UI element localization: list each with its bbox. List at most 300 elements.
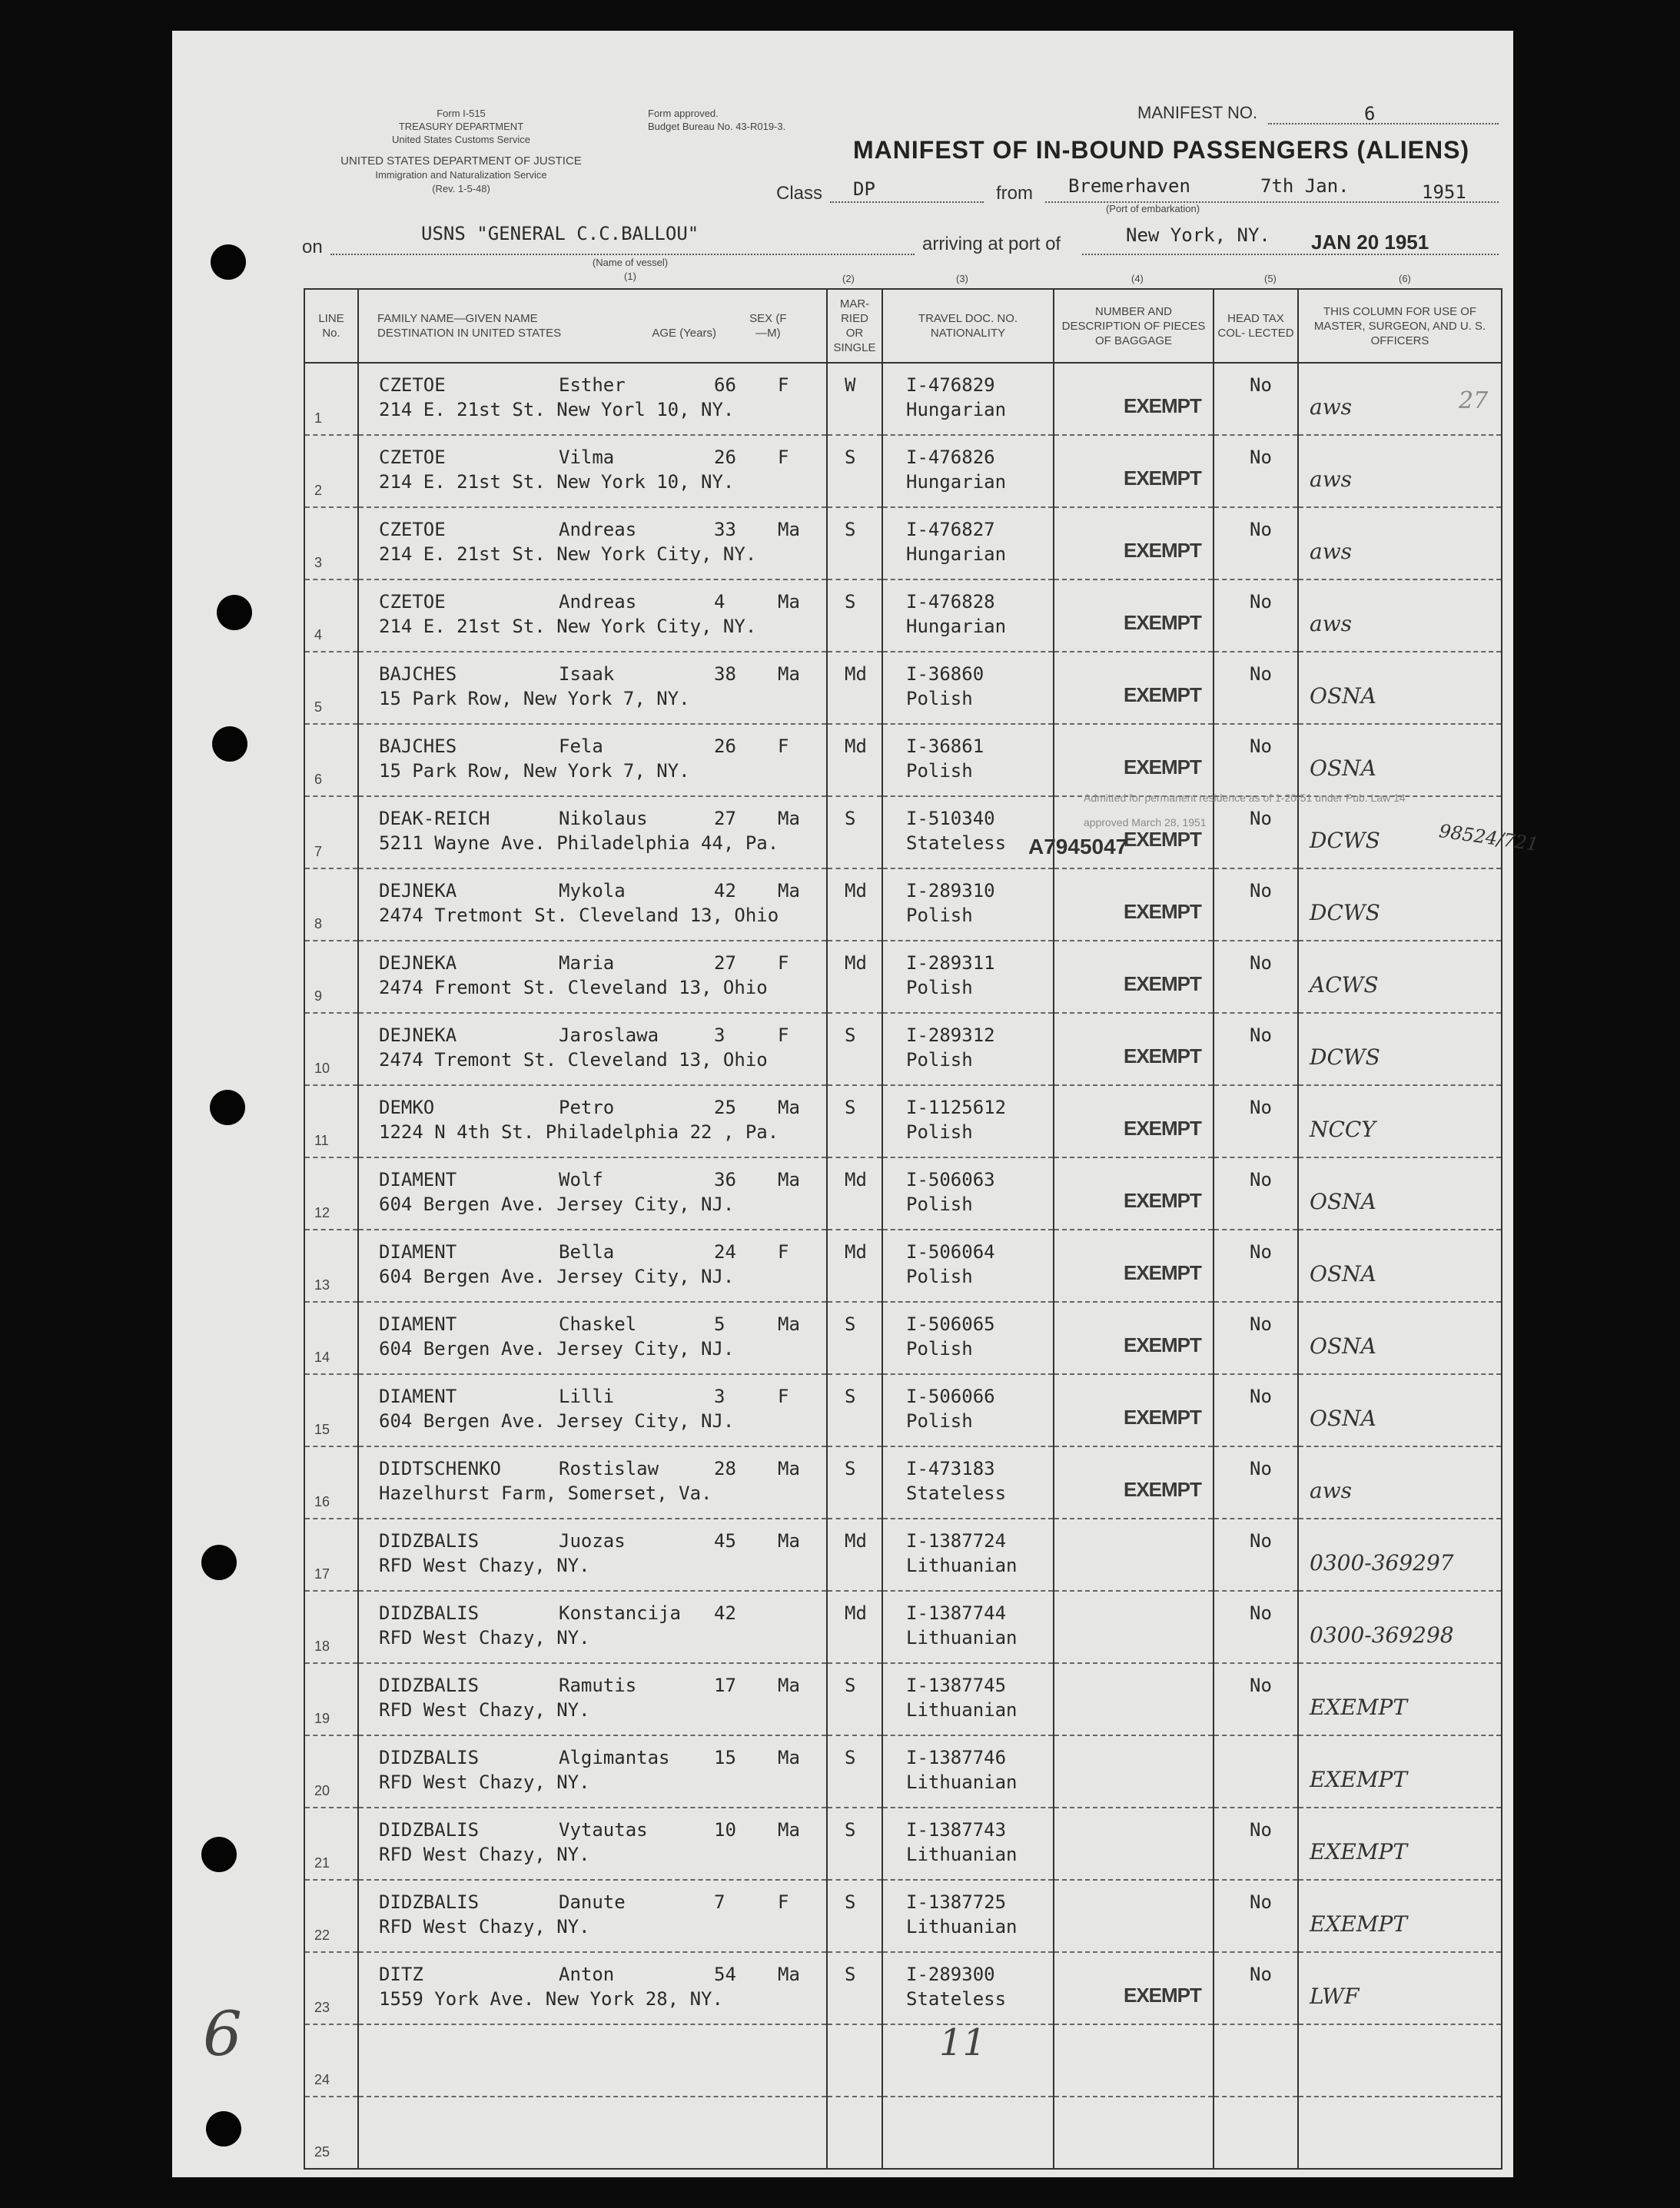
tax-cell xyxy=(1214,1157,1298,1230)
baggage-cell xyxy=(1054,1952,1214,2024)
age-value: 3 xyxy=(714,1386,725,1407)
table-row xyxy=(304,435,1502,507)
line-number: 3 xyxy=(314,555,323,570)
age-value: 38 xyxy=(714,663,736,685)
baggage-cell xyxy=(1054,1013,1214,1085)
from-label: from xyxy=(996,183,1033,204)
line-cell xyxy=(304,1013,358,1085)
married-value: S xyxy=(845,1386,856,1407)
age-value: 66 xyxy=(714,374,736,396)
travel-doc-no: I-1387746 xyxy=(906,1747,1007,1768)
destination: RFD West Chazy, NY. xyxy=(379,1916,590,1937)
travel-doc-no: I-506065 xyxy=(906,1313,995,1335)
officer-remark: 0300-369297 xyxy=(1310,1550,1454,1575)
married-cell xyxy=(827,1230,882,1302)
tax-cell xyxy=(1214,1591,1298,1663)
destination: 604 Bergen Ave. Jersey City, NJ. xyxy=(379,1338,735,1360)
nationality: Polish xyxy=(906,905,973,926)
sex-value: Ma xyxy=(778,1819,800,1841)
punch-hole xyxy=(211,244,246,280)
age-value: 36 xyxy=(714,1169,736,1190)
doc-cell xyxy=(882,1230,1054,1302)
destination: 1224 N 4th St. Philadelphia 22 , Pa. xyxy=(379,1121,779,1143)
doc-cell xyxy=(882,1519,1054,1591)
budget-bureau: Budget Bureau No. 43-R019-3. xyxy=(648,121,786,132)
nationality: Hungarian xyxy=(906,471,1007,493)
tax-cell xyxy=(1214,363,1298,435)
baggage-stamp: EXEMPT xyxy=(1124,1117,1201,1140)
officer-remark: OSNA xyxy=(1310,1261,1376,1287)
on-label: on xyxy=(302,237,323,257)
officer-cell xyxy=(1298,435,1502,507)
name-cell xyxy=(358,1808,827,1880)
head-tax-value: No xyxy=(1250,1169,1272,1190)
line-number: 8 xyxy=(314,916,323,931)
nationality: Lithuanian xyxy=(906,1916,1018,1937)
officer-cell xyxy=(1298,1374,1502,1446)
baggage-stamp: EXEMPT xyxy=(1124,1478,1201,1501)
given-name: Konstancija xyxy=(559,1602,681,1624)
table-row xyxy=(304,652,1502,724)
destination: RFD West Chazy, NY. xyxy=(379,1627,590,1649)
line-cell xyxy=(304,1880,358,1952)
baggage-cell xyxy=(1054,1446,1214,1519)
line-cell xyxy=(304,868,358,941)
name-cell xyxy=(358,652,827,724)
family-name: DIDZBALIS xyxy=(379,1602,480,1624)
doc-cell xyxy=(882,1880,1054,1952)
age-value: 10 xyxy=(714,1819,736,1841)
travel-doc-no: I-36860 xyxy=(906,663,984,685)
destination: 15 Park Row, New York 7, NY. xyxy=(379,688,690,709)
nationality: Stateless xyxy=(906,1483,1007,1504)
given-name: Andreas xyxy=(559,591,637,613)
line-cell xyxy=(304,2097,358,2169)
travel-doc-no: I-510340 xyxy=(906,808,995,829)
destination: 2474 Tremont St. Cleveland 13, Ohio xyxy=(379,1049,768,1071)
col-sex-label: SEX (F—M) xyxy=(749,312,787,340)
married-value: S xyxy=(845,447,856,468)
col-travel-doc: TRAVEL DOC. NO. NATIONALITY xyxy=(882,289,1054,363)
punch-hole xyxy=(201,1545,237,1580)
punch-hole xyxy=(212,726,247,762)
nationality: Polish xyxy=(906,1121,973,1143)
married-value: W xyxy=(845,374,856,396)
tax-cell xyxy=(1214,1374,1298,1446)
doc-cell xyxy=(882,941,1054,1013)
baggage-cell xyxy=(1054,363,1214,435)
table-row xyxy=(304,363,1502,435)
given-name: Chaskel xyxy=(559,1313,637,1335)
name-cell xyxy=(358,1230,827,1302)
officer-remark: DCWS xyxy=(1310,900,1380,925)
line-number: 11 xyxy=(314,1133,329,1148)
alien-number-annotation: A7945047 xyxy=(1028,835,1128,858)
family-name: CZETOE xyxy=(379,447,446,468)
table-row xyxy=(304,579,1502,652)
line-cell xyxy=(304,1808,358,1880)
given-name: Algimantas xyxy=(559,1747,670,1768)
officer-cell xyxy=(1298,1735,1502,1808)
travel-doc-no: I-473183 xyxy=(906,1458,995,1479)
doc-cell xyxy=(882,1735,1054,1808)
married-cell xyxy=(827,1591,882,1663)
nationality: Polish xyxy=(906,688,973,709)
line-cell xyxy=(304,1735,358,1808)
punch-hole xyxy=(210,1090,245,1125)
destination: 214 E. 21st St. New York 10, NY. xyxy=(379,471,735,493)
nationality: Polish xyxy=(906,760,973,782)
table-row xyxy=(304,507,1502,579)
baggage-stamp: EXEMPT xyxy=(1124,683,1201,706)
line-cell xyxy=(304,1157,358,1230)
head-tax-value: No xyxy=(1250,735,1272,757)
margin-note-top: 27 xyxy=(1459,387,1489,414)
officer-remark: DCWS xyxy=(1310,828,1380,853)
line-number: 18 xyxy=(314,1639,330,1654)
travel-doc-no: I-289311 xyxy=(906,952,995,974)
nationality: Lithuanian xyxy=(906,1699,1018,1721)
age-value: 17 xyxy=(714,1675,736,1696)
sex-value: Ma xyxy=(778,1169,800,1190)
doc-cell xyxy=(882,1663,1054,1735)
baggage-cell xyxy=(1054,2097,1214,2169)
destination: 604 Bergen Ave. Jersey City, NJ. xyxy=(379,1266,735,1287)
name-cell xyxy=(358,724,827,796)
age-value: 5 xyxy=(714,1313,725,1335)
officer-cell xyxy=(1298,941,1502,1013)
head-tax-value: No xyxy=(1250,1313,1272,1335)
line-cell xyxy=(304,507,358,579)
tax-cell xyxy=(1214,1085,1298,1157)
dept-treasury: TREASURY DEPARTMENT xyxy=(398,121,524,132)
baggage-cell xyxy=(1054,1663,1214,1735)
destination: 214 E. 21st St. New Yorl 10, NY. xyxy=(379,399,735,420)
officer-cell xyxy=(1298,1230,1502,1302)
officer-cell xyxy=(1298,1302,1502,1374)
married-cell xyxy=(827,2024,882,2097)
destination: 214 E. 21st St. New York City, NY. xyxy=(379,543,757,565)
nationality: Stateless xyxy=(906,832,1007,854)
tax-cell xyxy=(1214,1952,1298,2024)
col-name-label: FAMILY NAME—GIVEN NAME DESTINATION IN UNITED STATES xyxy=(377,312,562,340)
line-cell xyxy=(304,796,358,868)
age-value: 7 xyxy=(714,1891,725,1913)
name-cell xyxy=(358,1374,827,1446)
married-cell xyxy=(827,1085,882,1157)
officer-cell xyxy=(1298,1591,1502,1663)
given-name: Juozas xyxy=(559,1530,626,1552)
officer-cell xyxy=(1298,868,1502,941)
married-value: S xyxy=(845,1675,856,1696)
line-cell xyxy=(304,652,358,724)
married-value: Md xyxy=(845,663,867,685)
tax-cell xyxy=(1214,1808,1298,1880)
table-row xyxy=(304,1446,1502,1519)
name-cell xyxy=(358,1085,827,1157)
destination: 2474 Fremont St. Cleveland 13, Ohio xyxy=(379,977,768,998)
given-name: Esther xyxy=(559,374,626,396)
officer-remark: OSNA xyxy=(1310,1333,1376,1359)
line-number: 14 xyxy=(314,1350,330,1365)
line-cell xyxy=(304,363,358,435)
baggage-cell xyxy=(1054,868,1214,941)
col-head-tax: HEAD TAX COL- LECTED xyxy=(1214,289,1298,363)
given-name: Andreas xyxy=(559,519,637,540)
table-row xyxy=(304,1302,1502,1374)
class-value: DP xyxy=(853,178,875,200)
head-tax-value: No xyxy=(1250,591,1272,613)
officer-remark: OSNA xyxy=(1310,683,1376,709)
officer-remark: EXEMPT xyxy=(1310,1695,1407,1720)
officer-cell xyxy=(1298,1085,1502,1157)
table-row xyxy=(304,1157,1502,1230)
nationality: Polish xyxy=(906,1410,973,1432)
nationality: Stateless xyxy=(906,1988,1007,2010)
table-row xyxy=(304,1230,1502,1302)
married-value: Md xyxy=(845,952,867,974)
given-name: Danute xyxy=(559,1891,626,1913)
given-name: Jaroslawa xyxy=(559,1024,659,1046)
col-line: LINE No. xyxy=(304,289,358,363)
officer-remark: OSNA xyxy=(1310,755,1376,781)
officer-remark: 0300-369298 xyxy=(1310,1622,1454,1648)
table-row xyxy=(304,1591,1502,1663)
name-cell xyxy=(358,1013,827,1085)
name-cell xyxy=(358,796,827,868)
officer-cell xyxy=(1298,1157,1502,1230)
married-value: S xyxy=(845,1964,856,1985)
line-cell xyxy=(304,1591,358,1663)
officer-remark: aws xyxy=(1310,394,1353,420)
doc-cell xyxy=(882,1591,1054,1663)
sex-value: F xyxy=(778,1241,789,1263)
admitted-stamp: Admitted for permanent residence as of 1-20-51 under Pub. Law 14 approved March 28, 1951 xyxy=(1084,792,1406,828)
officer-remark: LWF xyxy=(1310,1984,1360,2009)
embarkation-port: Bremerhaven xyxy=(1068,175,1190,197)
given-name: Ramutis xyxy=(559,1675,637,1696)
col-num-3: (3) xyxy=(956,273,968,284)
officer-remark: aws xyxy=(1310,1478,1353,1503)
married-value: Md xyxy=(845,735,867,757)
baggage-cell xyxy=(1054,1808,1214,1880)
family-name: DIDZBALIS xyxy=(379,1747,480,1768)
sex-value: Ma xyxy=(778,591,800,613)
embarkation-note: (Port of embarkation) xyxy=(1105,203,1200,214)
given-name: Vytautas xyxy=(559,1819,648,1841)
line-cell xyxy=(304,1302,358,1374)
sex-value: Ma xyxy=(778,1747,800,1768)
col-num-4: (4) xyxy=(1131,273,1144,284)
family-name: CZETOE xyxy=(379,519,446,540)
tax-cell xyxy=(1214,507,1298,579)
tax-cell xyxy=(1214,1446,1298,1519)
line-cell xyxy=(304,1230,358,1302)
married-value: S xyxy=(845,519,856,540)
married-cell xyxy=(827,1302,882,1374)
name-cell xyxy=(358,435,827,507)
travel-doc-no: I-36861 xyxy=(906,735,984,757)
sex-value: Ma xyxy=(778,1313,800,1335)
name-cell xyxy=(358,1591,827,1663)
destination: 604 Bergen Ave. Jersey City, NJ. xyxy=(379,1410,735,1432)
tax-cell xyxy=(1214,1880,1298,1952)
married-value: Md xyxy=(845,1530,867,1552)
officer-cell xyxy=(1298,579,1502,652)
family-name: DEJNEKA xyxy=(379,952,457,974)
embarkation-date: 7th Jan. xyxy=(1260,175,1350,197)
head-tax-value: No xyxy=(1250,519,1272,540)
travel-doc-no: I-506066 xyxy=(906,1386,995,1407)
age-value: 42 xyxy=(714,880,736,901)
line-number: 19 xyxy=(314,1711,330,1726)
name-cell xyxy=(358,1735,827,1808)
baggage-cell xyxy=(1054,1230,1214,1302)
head-tax-value: No xyxy=(1250,1241,1272,1263)
dept-rev: (Rev. 1-5-48) xyxy=(432,183,490,194)
table-row xyxy=(304,1663,1502,1735)
married-cell xyxy=(827,1374,882,1446)
sex-value: Ma xyxy=(778,808,800,829)
head-tax-value: No xyxy=(1250,663,1272,685)
baggage-cell xyxy=(1054,579,1214,652)
age-value: 25 xyxy=(714,1097,736,1118)
sex-value: Ma xyxy=(778,1675,800,1696)
nationality: Lithuanian xyxy=(906,1555,1018,1576)
arrival-date: JAN 20 1951 xyxy=(1311,231,1429,254)
sex-value: Ma xyxy=(778,1964,800,1985)
officer-cell xyxy=(1298,652,1502,724)
married-cell xyxy=(827,1663,882,1735)
married-value: Md xyxy=(845,1241,867,1263)
family-name: DITZ xyxy=(379,1964,423,1985)
line-number: 20 xyxy=(314,1783,330,1798)
baggage-stamp: EXEMPT xyxy=(1124,1261,1201,1284)
baggage-stamp: EXEMPT xyxy=(1124,828,1201,851)
table-row xyxy=(304,1808,1502,1880)
given-name: Isaak xyxy=(559,663,615,685)
line-number: 15 xyxy=(314,1422,330,1437)
age-value: 15 xyxy=(714,1747,736,1768)
married-cell xyxy=(827,1735,882,1808)
line-cell xyxy=(304,941,358,1013)
married-value: Md xyxy=(845,880,867,901)
family-name: DEAK-REICH xyxy=(379,808,490,829)
sex-value: F xyxy=(778,1024,789,1046)
head-tax-value: No xyxy=(1250,447,1272,468)
doc-cell xyxy=(882,507,1054,579)
manifest-no-underline xyxy=(1268,123,1499,125)
dept-justice: UNITED STATES DEPARTMENT OF JUSTICE xyxy=(340,154,582,168)
age-value: 26 xyxy=(714,735,736,757)
vessel-underline xyxy=(330,254,915,255)
baggage-stamp: EXEMPT xyxy=(1124,900,1201,923)
baggage-stamp: EXEMPT xyxy=(1124,1189,1201,1212)
officer-cell xyxy=(1298,507,1502,579)
line-number: 5 xyxy=(314,699,323,715)
travel-doc-no: I-1387745 xyxy=(906,1675,1007,1696)
line-number: 23 xyxy=(314,2000,330,2015)
travel-doc-no: I-289312 xyxy=(906,1024,995,1046)
table-row xyxy=(304,2024,1502,2097)
head-tax-value: No xyxy=(1250,1891,1272,1913)
sex-value: Ma xyxy=(778,1458,800,1479)
sex-value: F xyxy=(778,447,789,468)
head-tax-value: No xyxy=(1250,1602,1272,1624)
line-number: 13 xyxy=(314,1277,330,1293)
table-row xyxy=(304,2097,1502,2169)
married-value: S xyxy=(845,1313,856,1335)
line-number: 16 xyxy=(314,1494,330,1509)
name-cell xyxy=(358,1880,827,1952)
line-number: 24 xyxy=(314,2072,330,2087)
head-tax-value: No xyxy=(1250,1386,1272,1407)
tax-cell xyxy=(1214,2097,1298,2169)
name-cell xyxy=(358,1446,827,1519)
line-number: 9 xyxy=(314,988,323,1004)
bottom-number: 11 xyxy=(939,2021,987,2064)
line-number: 12 xyxy=(314,1205,330,1220)
col-age-label: AGE (Years) xyxy=(652,327,716,340)
table-row xyxy=(304,868,1502,941)
travel-doc-no: I-1387744 xyxy=(906,1602,1007,1624)
head-tax-value: No xyxy=(1250,1675,1272,1696)
travel-doc-no: I-476828 xyxy=(906,591,995,613)
destination: 2474 Tretmont St. Cleveland 13, Ohio xyxy=(379,905,779,926)
baggage-stamp: EXEMPT xyxy=(1124,467,1201,490)
officer-cell xyxy=(1298,1808,1502,1880)
head-tax-value: No xyxy=(1250,952,1272,974)
officer-remark: aws xyxy=(1310,539,1353,564)
travel-doc-no: I-1387725 xyxy=(906,1891,1007,1913)
name-cell xyxy=(358,1519,827,1591)
family-name: DIDTSCHENKO xyxy=(379,1458,501,1479)
margin-note-right: 98524/721 xyxy=(1437,820,1540,855)
tax-cell xyxy=(1214,435,1298,507)
given-name: Anton xyxy=(559,1964,615,1985)
tax-cell xyxy=(1214,868,1298,941)
sex-value: Ma xyxy=(778,1530,800,1552)
doc-cell xyxy=(882,652,1054,724)
sex-value: F xyxy=(778,1891,789,1913)
class-underline xyxy=(830,201,984,203)
age-value: 24 xyxy=(714,1241,736,1263)
table-row xyxy=(304,1880,1502,1952)
travel-doc-no: I-476826 xyxy=(906,447,995,468)
officer-cell xyxy=(1298,1880,1502,1952)
manifest-no-label: MANIFEST NO. xyxy=(1137,103,1258,122)
age-value: 42 xyxy=(714,1602,736,1624)
baggage-cell xyxy=(1054,1735,1214,1808)
married-cell xyxy=(827,1446,882,1519)
line-number: 7 xyxy=(314,844,323,859)
baggage-stamp: EXEMPT xyxy=(1124,1984,1201,2007)
name-cell xyxy=(358,941,827,1013)
baggage-cell xyxy=(1054,1302,1214,1374)
manifest-no-value: 6 xyxy=(1364,103,1376,125)
travel-doc-no: I-1387724 xyxy=(906,1530,1007,1552)
line-number: 22 xyxy=(314,1927,330,1943)
col-married: MAR- RIED OR SINGLE xyxy=(827,289,882,363)
table-row xyxy=(304,1085,1502,1157)
age-value: 26 xyxy=(714,447,736,468)
line-cell xyxy=(304,1085,358,1157)
col-name xyxy=(358,289,827,363)
family-name: DIAMENT xyxy=(379,1241,457,1263)
page-title: MANIFEST OF IN-BOUND PASSENGERS (ALIENS) xyxy=(853,136,1470,164)
table-row xyxy=(304,1735,1502,1808)
tax-cell xyxy=(1214,652,1298,724)
